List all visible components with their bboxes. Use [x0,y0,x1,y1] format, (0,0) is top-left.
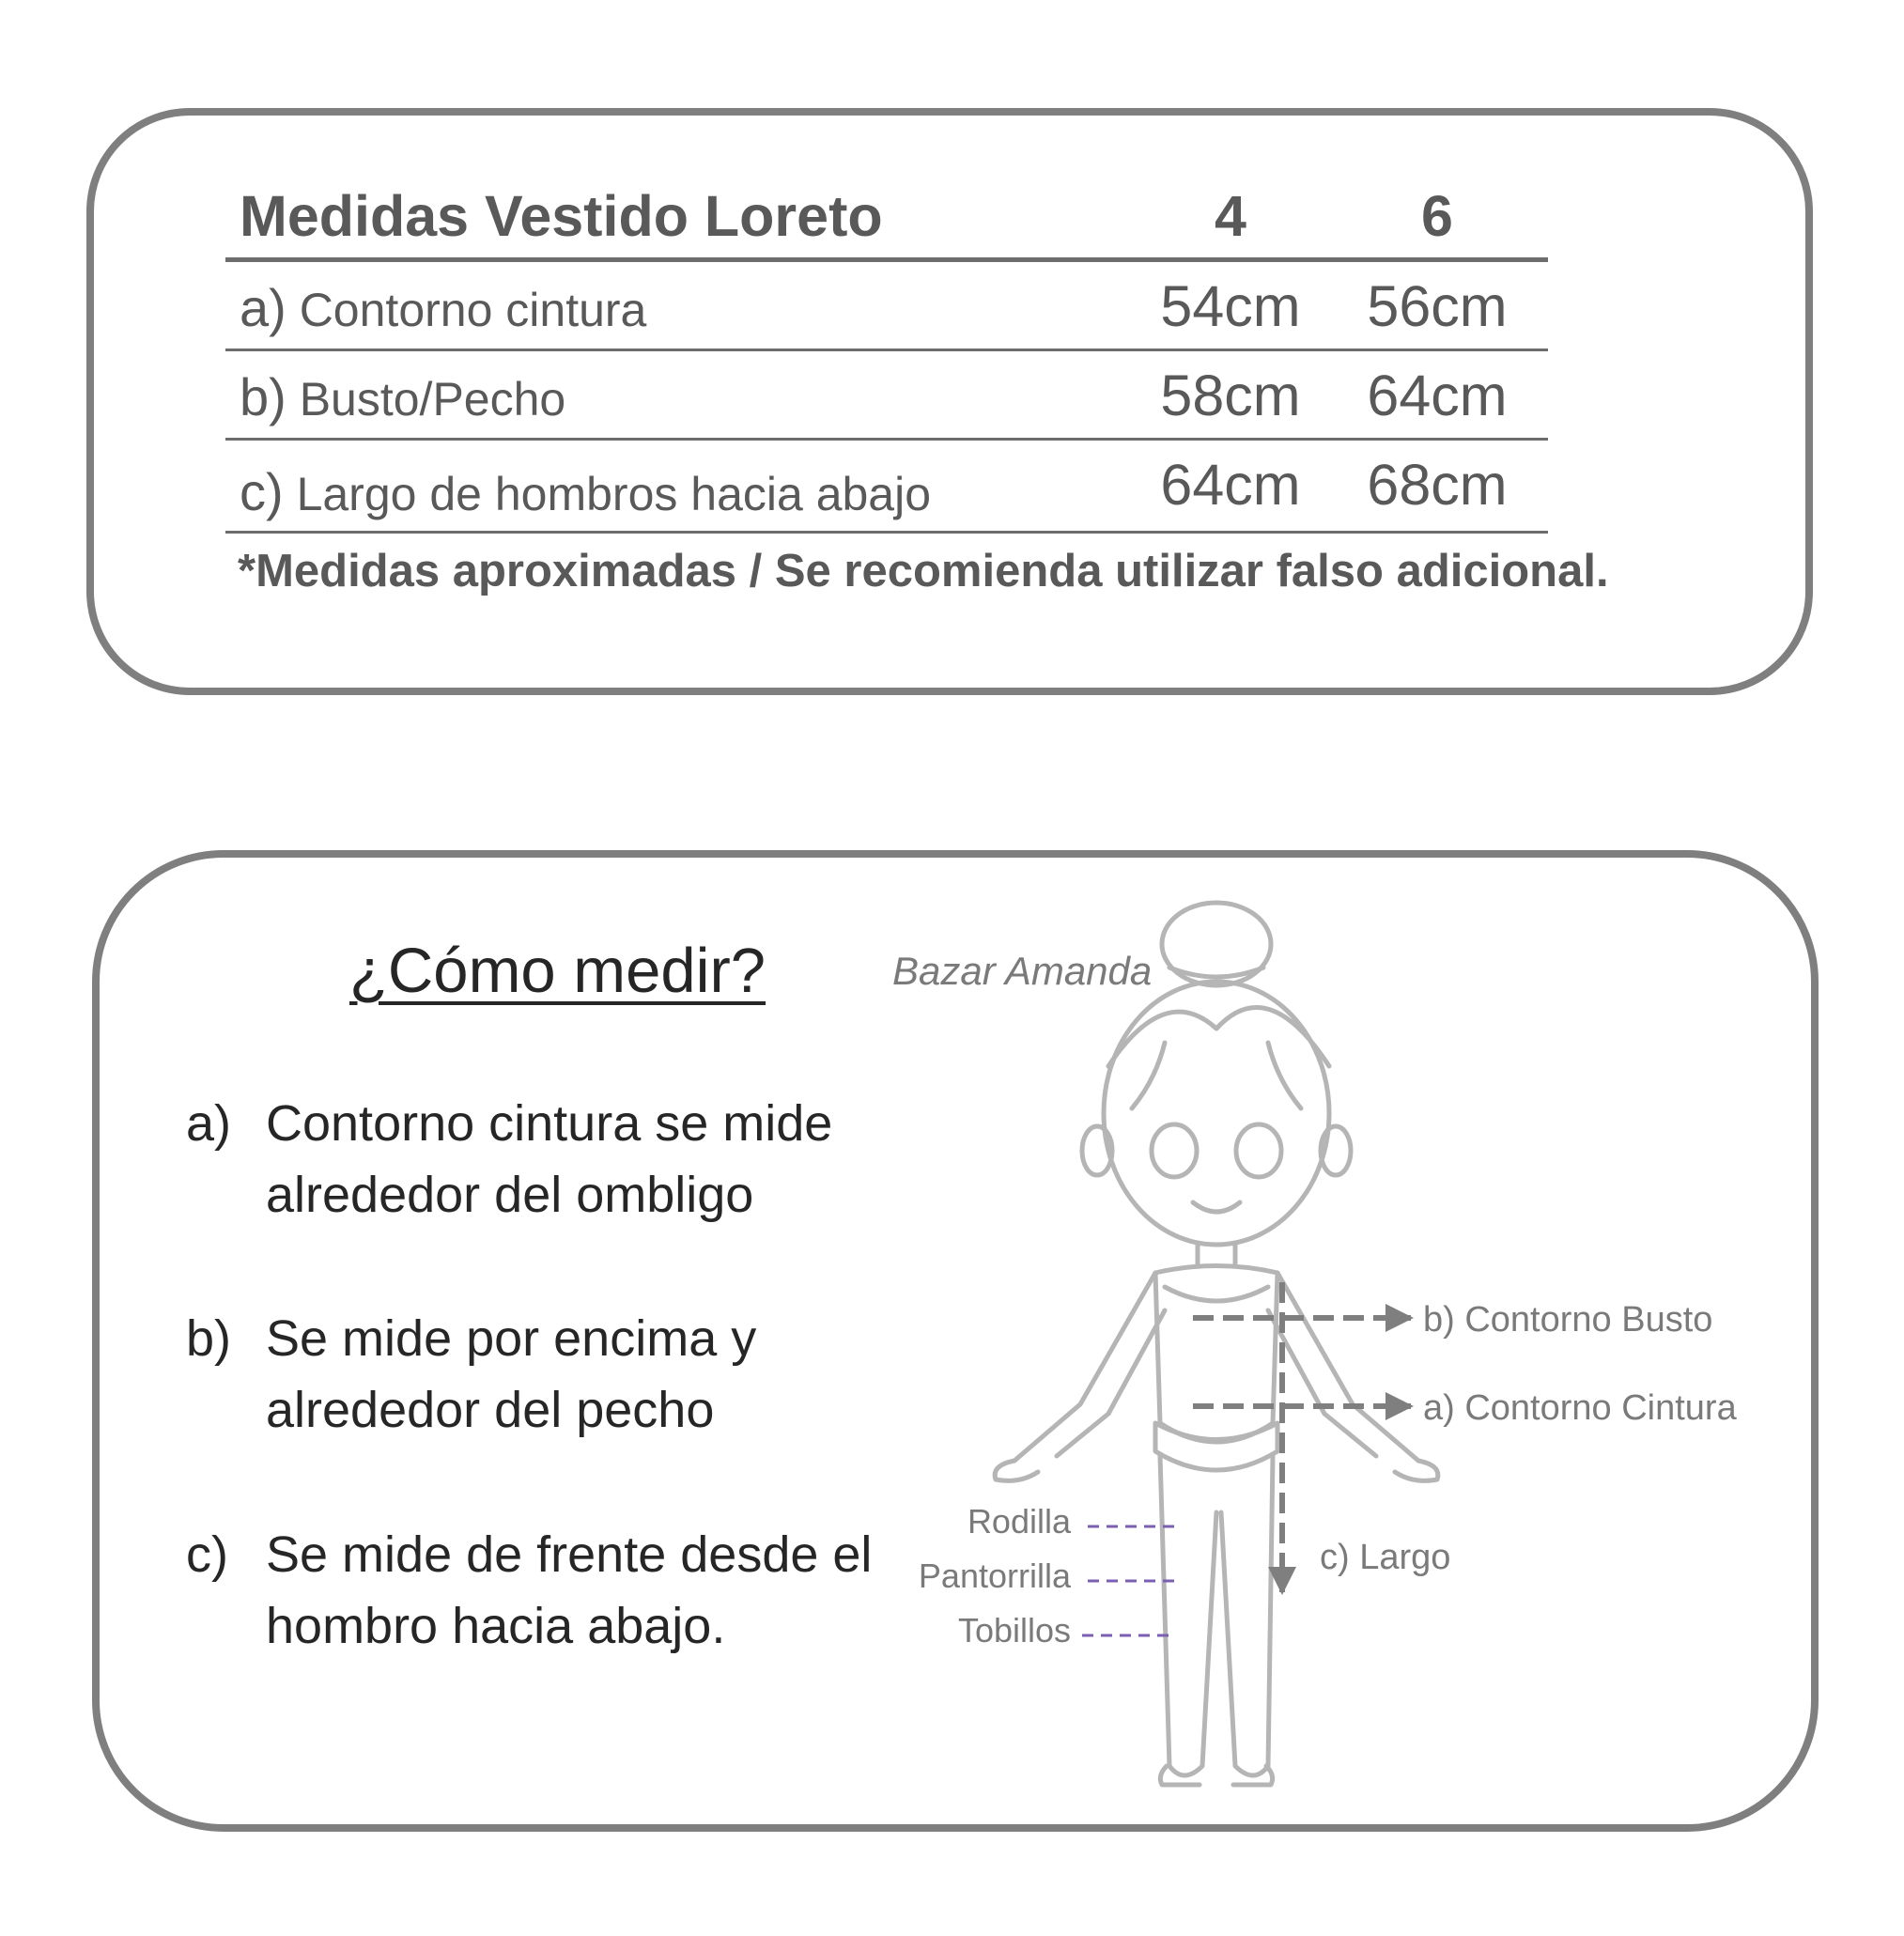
size-header-6: 6 [1421,184,1453,248]
step-text: Contorno cintura se mide alrededor del ombligo [266,1095,833,1223]
bust-label: b) Contorno Busto [1423,1300,1713,1340]
waist-label: a) Contorno Cintura [1423,1388,1737,1428]
step-marker: b) [186,1310,232,1367]
row-value: 58cm [1160,364,1301,427]
step-text: Se mide por encima y alrededor del pecho [266,1310,757,1438]
step-text: Se mide de frente desde el hombro hacia abajo. [266,1526,873,1654]
table-row [225,351,1548,441]
step-marker: c) [186,1526,228,1583]
size-table [225,164,1548,534]
table-header-row [225,164,1548,262]
approximate-note: *Medidas aproximadas / Se recomienda utilizar falso adicional. [238,546,1609,596]
size-header-4: 4 [1215,184,1246,248]
row-label: a) Contorno cintura [240,278,647,337]
table-row [225,441,1548,534]
knee-label: Rodilla [967,1502,1071,1541]
row-value: 68cm [1367,453,1508,517]
measurement-figure [883,878,1803,1808]
watermark: Bazar Amanda [892,949,1153,993]
row-value: 56cm [1367,274,1508,338]
row-label: b) Busto/Pecho [240,367,566,426]
row-value: 64cm [1160,453,1301,517]
row-value: 64cm [1367,364,1508,427]
table-title: Medidas Vestido Loreto [240,184,883,248]
step-marker: a) [186,1095,232,1152]
row-label: c) Largo de hombros hacia abajo [240,462,932,521]
table-row [225,262,1548,351]
girl-outline-illustration [995,903,1438,1785]
length-label: c) Largo [1320,1538,1451,1577]
row-value: 54cm [1160,274,1301,338]
calf-label: Pantorrilla [918,1557,1071,1595]
ankle-label: Tobillos [957,1611,1071,1649]
how-to-title: ¿Cómo medir? [349,936,766,1006]
